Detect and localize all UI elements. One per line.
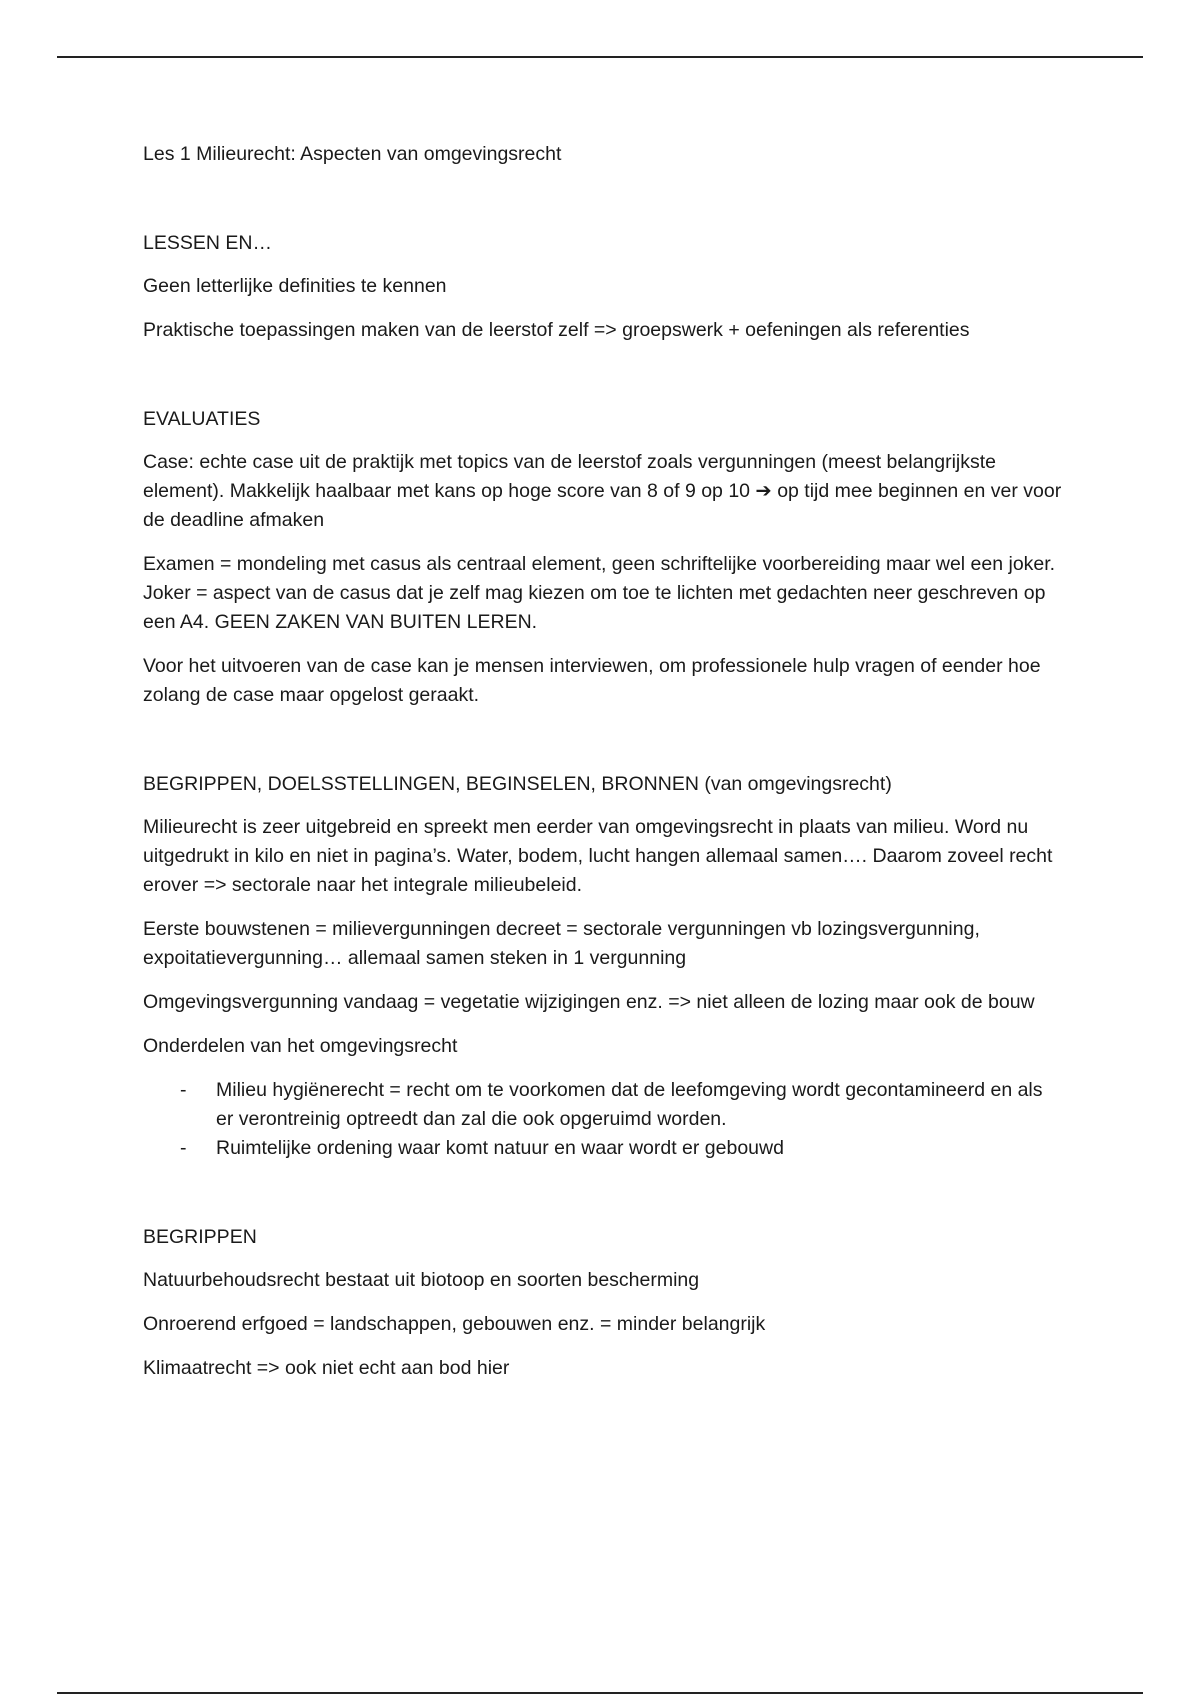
- document-title: Les 1 Milieurecht: Aspecten van omgevingsrecht: [143, 143, 562, 165]
- section-heading: BEGRIPPEN, DOELSSTELLINGEN, BEGINSELEN, BRONNEN (van omgevingsrecht): [143, 773, 892, 795]
- list-item: [143, 1134, 1063, 1163]
- paragraph: Milieurecht is zeer uitgebreid en spreekt men eerder van omgevingsrecht in plaats van milieu. Word nu uitgedrukt in kilo en niet in pagina’s. Water, bodem, lucht hangen allemaal samen…. Daarom zoveel recht erover => sectorale naar het integrale milieubeleid.: [143, 816, 1053, 896]
- paragraph: Geen letterlijke definities te kennen: [143, 275, 447, 297]
- top-rule: [57, 56, 1143, 58]
- list-item: [143, 1076, 1063, 1134]
- paragraph: Onroerend erfgoed = landschappen, gebouwen enz. = minder belangrijk: [143, 1313, 766, 1335]
- section-lessen: [143, 229, 1063, 345]
- paragraph: Klimaatrecht => ook niet echt aan bod hier: [143, 1357, 510, 1379]
- list-item-text: Ruimtelijke ordening waar komt natuur en waar wordt er gebouwd: [216, 1137, 784, 1159]
- list-item-text: Milieu hygiënerecht = recht om te voorkomen dat de leefomgeving wordt gecontamineerd en als er verontreinig optreedt dan zal die ook opgeruimd worden.: [216, 1079, 1043, 1130]
- section-heading: EVALUATIES: [143, 408, 261, 430]
- section-begrippen-doelstellingen: [143, 770, 1063, 1163]
- paragraph: Examen = mondeling met casus als centraal element, geen schriftelijke voorbereiding maar wel een joker. Joker = aspect van de casus dat je zelf mag kiezen om toe te lichten met gedachten neer geschreven op een A4. GEEN ZAKEN VAN BUITEN LEREN.: [143, 553, 1056, 633]
- paragraph: Praktische toepassingen maken van de leerstof zelf => groepswerk + oefeningen als referenties: [143, 319, 970, 341]
- bullet-marker: -: [180, 1137, 187, 1159]
- paragraph: Case: echte case uit de praktijk met topics van de leerstof zoals vergunningen (meest belangrijkste element). Makkelijk haalbaar met kans op hoge score van 8 of 9 op 10 ➔ op tijd mee beginnen en ver voor de deadline afmaken: [143, 451, 1062, 531]
- bullet-marker: -: [180, 1079, 187, 1101]
- paragraph: Natuurbehoudsrecht bestaat uit biotoop en soorten bescherming: [143, 1269, 700, 1291]
- paragraph: Omgevingsvergunning vandaag = vegetatie wijzigingen enz. => niet alleen de lozing maar ook de bouw: [143, 991, 1035, 1013]
- section-heading: LESSEN EN…: [143, 232, 272, 254]
- paragraph: Voor het uitvoeren van de case kan je mensen interviewen, om professionele hulp vragen of eender hoe zolang de case maar opgelost geraakt.: [143, 655, 1041, 706]
- section-evaluaties: [143, 405, 1063, 710]
- document-body: [143, 140, 1063, 1398]
- bullet-list: [143, 1076, 1063, 1163]
- bottom-rule: [57, 1692, 1143, 1694]
- section-begrippen: [143, 1223, 1063, 1383]
- section-heading: BEGRIPPEN: [143, 1226, 257, 1248]
- paragraph: Onderdelen van het omgevingsrecht: [143, 1035, 458, 1057]
- paragraph: Eerste bouwstenen = milievergunningen decreet = sectorale vergunningen vb lozingsvergunning, expoitatievergunning… allemaal samen steken in 1 vergunning: [143, 918, 980, 969]
